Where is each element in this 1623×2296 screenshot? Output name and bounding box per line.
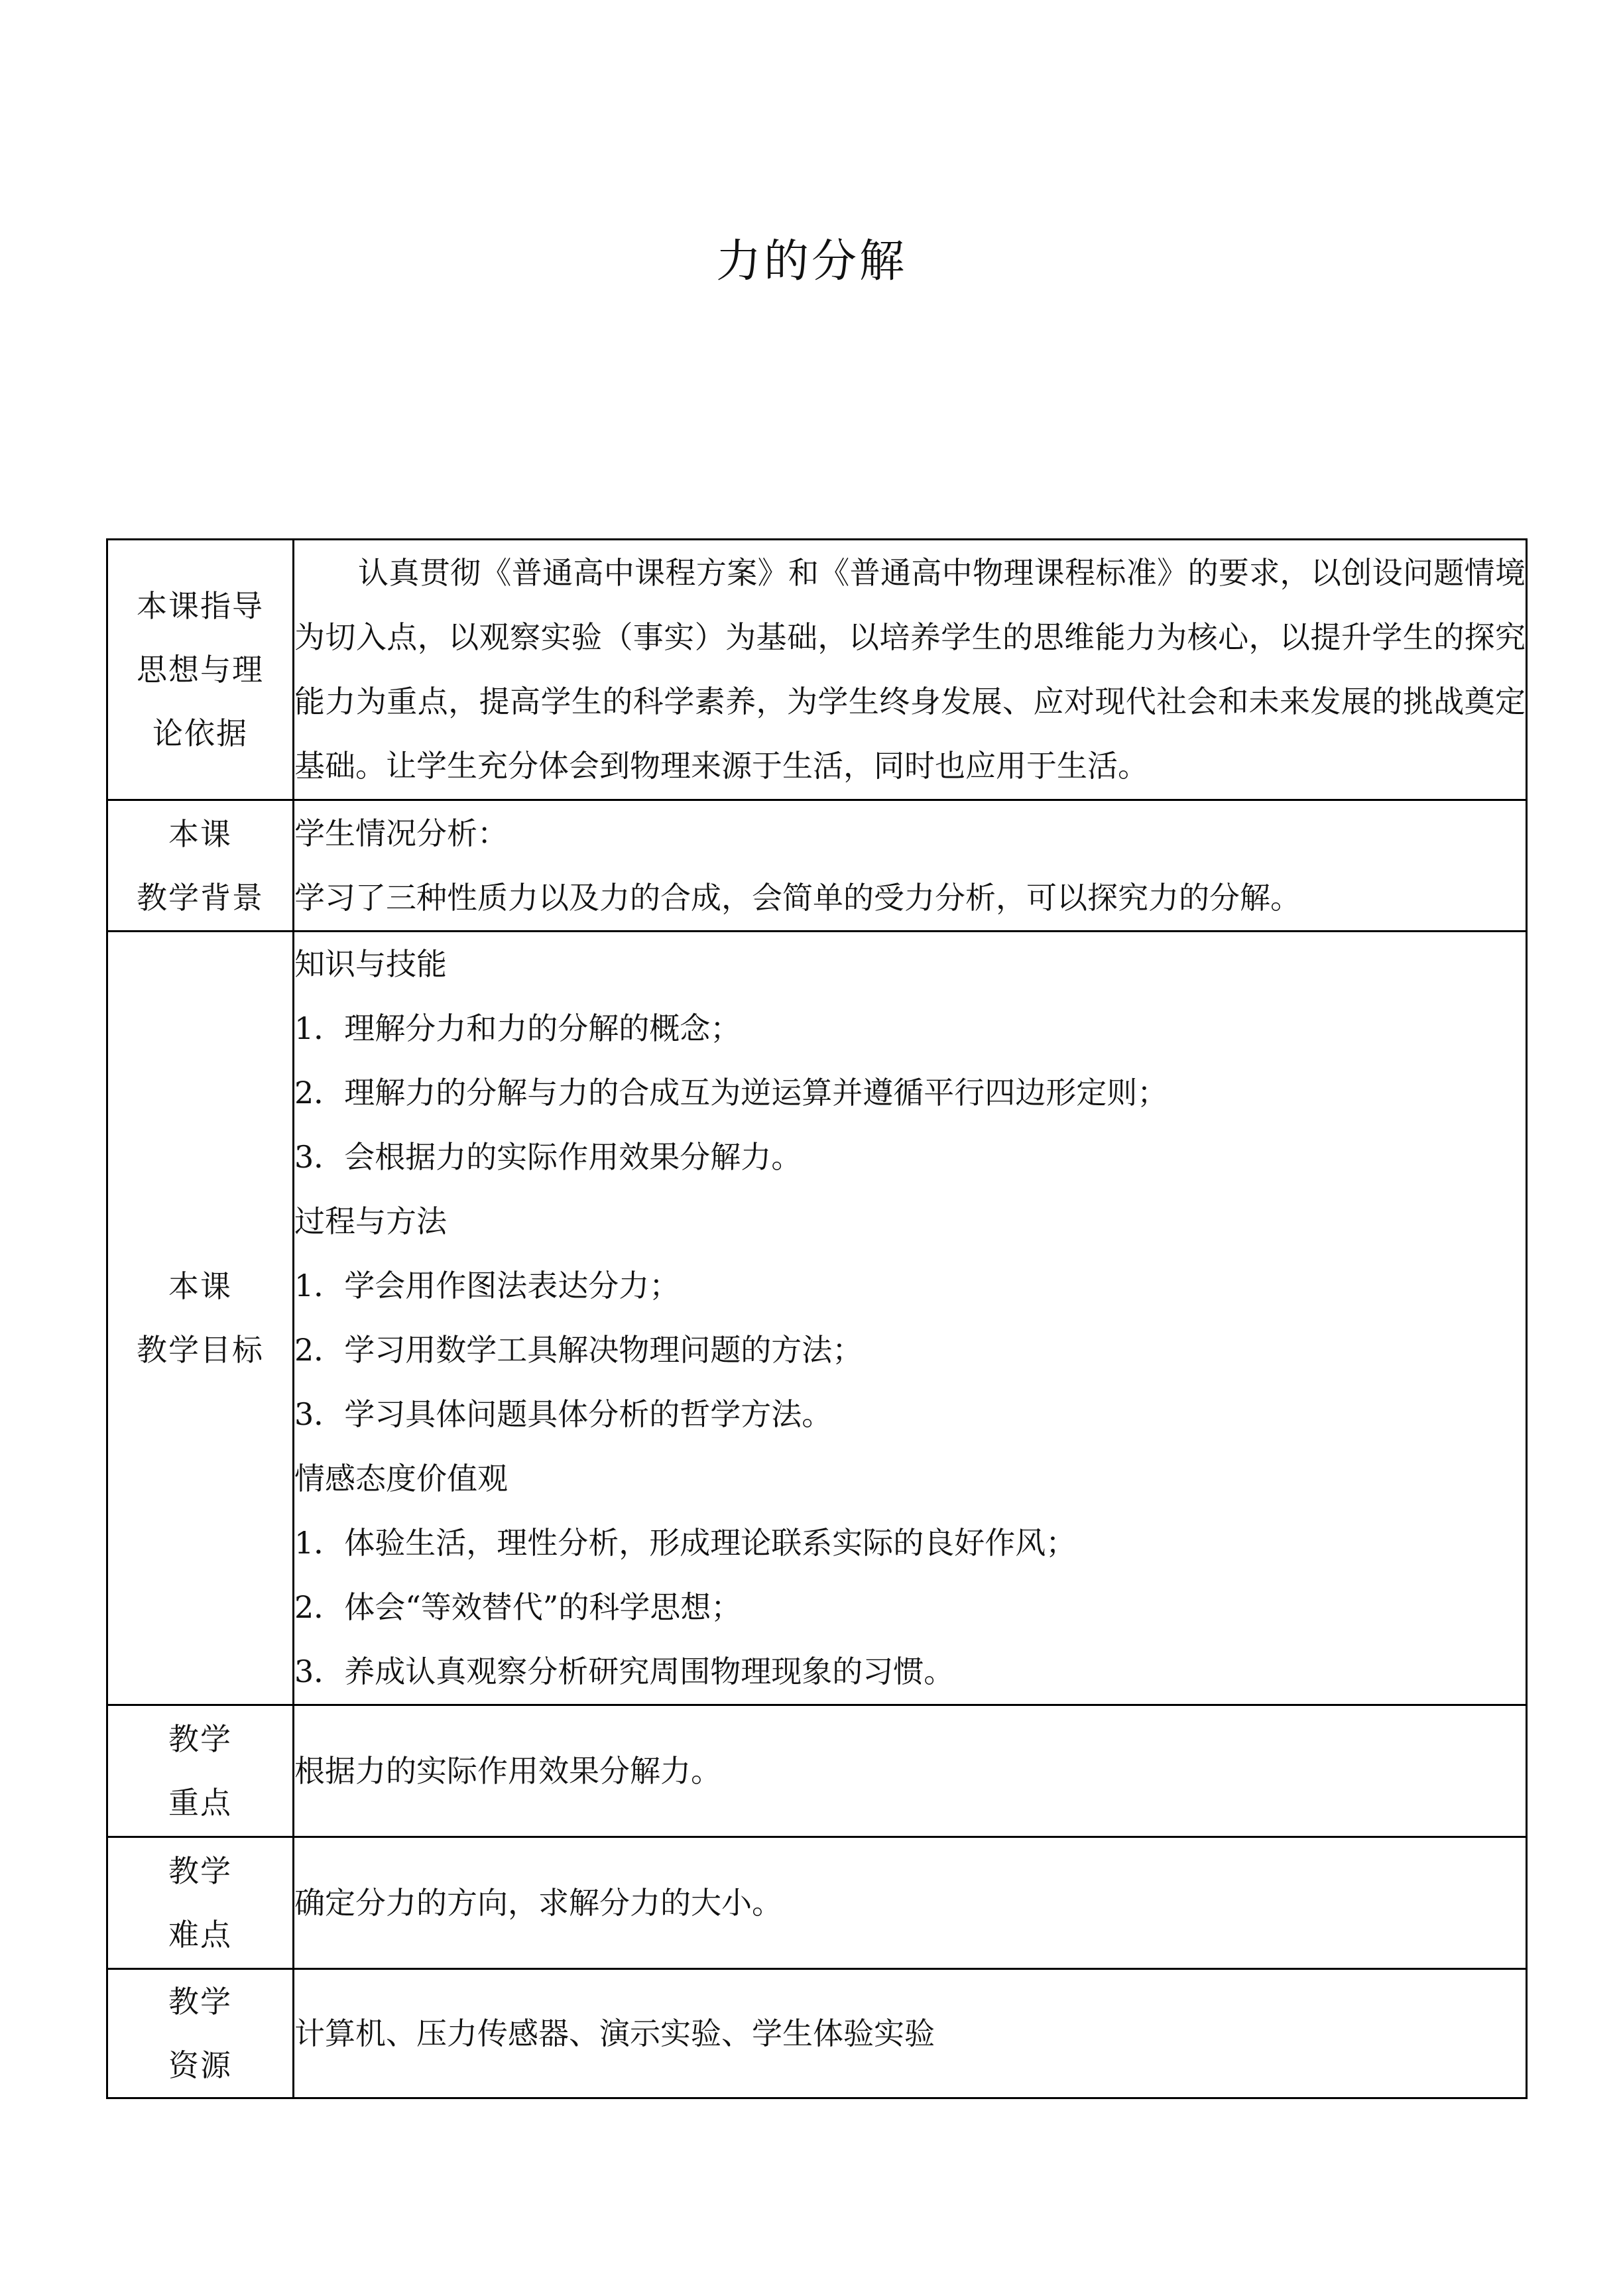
- list-item: 2．体会“等效替代”的科学思想；: [294, 1589, 742, 1625]
- list-item: 3．养成认真观察分析研究周围物理现象的习惯。: [294, 1654, 955, 1689]
- section-heading: 知识与技能: [294, 946, 447, 982]
- label-line: 本课指导: [137, 588, 264, 624]
- section-heading: 情感态度价值观: [294, 1461, 508, 1496]
- lesson-plan-table: [106, 538, 1528, 2099]
- content-line: 计算机、压力传感器、演示实验、学生体验实验: [294, 2015, 935, 2051]
- row-label: [107, 800, 294, 932]
- content-line: 根据力的实际作用效果分解力。: [294, 1752, 721, 1789]
- section-heading: 过程与方法: [294, 1203, 447, 1239]
- row-label: [107, 1837, 294, 1969]
- label-line: 教学: [168, 1721, 232, 1757]
- label-line: 教学背景: [137, 879, 264, 916]
- label-line: 思想与理: [137, 652, 264, 688]
- label-line: 资源: [168, 2047, 232, 2083]
- label-line: 重点: [168, 1785, 232, 1821]
- row-content: [294, 800, 1527, 932]
- row-difficulties: [107, 1837, 1527, 1969]
- list-item: 2．理解力的分解与力的合成互为逆运算并遵循平行四边形定则；: [294, 1075, 1168, 1111]
- row-content: [294, 1969, 1527, 2098]
- row-resources: [107, 1969, 1527, 2098]
- row-key-points: [107, 1705, 1527, 1837]
- label-line: 教学: [168, 1984, 232, 2020]
- row-content: [294, 1837, 1527, 1969]
- label-line: 教学: [168, 1853, 232, 1889]
- row-label: [107, 932, 294, 1705]
- content-line: 确定分力的方向，求解分力的大小。: [294, 1884, 782, 1921]
- label-line: 本课: [168, 816, 232, 852]
- label-line: 本课: [168, 1268, 232, 1304]
- list-item: 1．理解分力和力的分解的概念；: [294, 1010, 741, 1046]
- list-item: 1．体验生活，理性分析，形成理论联系实际的良好作风；: [294, 1525, 1077, 1561]
- list-item: 3．会根据力的实际作用效果分解力。: [294, 1139, 802, 1175]
- content-line: 学生情况分析：: [294, 815, 508, 851]
- row-label: [107, 1969, 294, 2098]
- row-guiding-theory: [107, 540, 1527, 800]
- row-content: [294, 540, 1527, 800]
- row-content: [294, 932, 1527, 1705]
- row-teaching-objectives: [107, 932, 1527, 1705]
- document-title: 力的分解: [715, 235, 907, 288]
- row-label: [107, 540, 294, 800]
- list-item: 2．学习用数学工具解决物理问题的方法；: [294, 1332, 863, 1368]
- list-item: 1．学会用作图法表达分力；: [294, 1268, 680, 1303]
- label-line: 论依据: [152, 715, 248, 751]
- row-content: [294, 1705, 1527, 1837]
- guiding-paragraph: 认真贯彻《普通高中课程方案》和《普通高中物理课程标准》的要求，以创设问题情境为切入点，以观察实验（事实）为基础，以培养学生的思维能力为核心，以提升学生的探究能力为重点，提高学生的科学素养，为学生终身发展、应对现代社会和未来发展的挑战奠定基础。让学生充分体会到物理来源于生活，同时也应用于生活。: [294, 555, 1526, 784]
- list-item: 3．学习具体问题具体分析的哲学方法。: [294, 1396, 833, 1432]
- label-line: 难点: [168, 1917, 232, 1953]
- label-line: 教学目标: [137, 1332, 264, 1368]
- row-teaching-background: [107, 800, 1527, 932]
- row-label: [107, 1705, 294, 1837]
- content-line: 学习了三种性质力以及力的合成，会简单的受力分析，可以探究力的分解。: [294, 879, 1301, 916]
